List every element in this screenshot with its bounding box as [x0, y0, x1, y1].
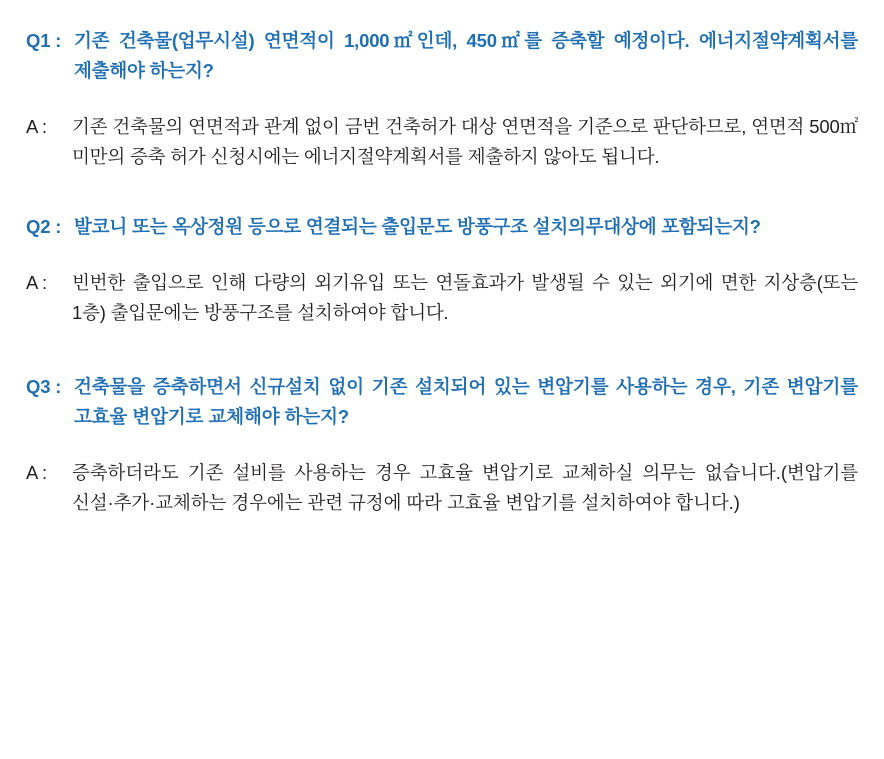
answer-3-label: A : — [26, 461, 47, 483]
question-1-label: Q1 : — [26, 30, 62, 51]
answer-2 — [26, 268, 858, 328]
answer-1-label: A : — [26, 115, 47, 137]
question-3 — [26, 372, 858, 432]
question-2-text: 발코니 또는 옥상정원 등으로 연결되는 출입문도 방풍구조 설치의무대상에 포함되는지? — [74, 215, 761, 237]
answer-1 — [26, 112, 858, 172]
spacer — [26, 172, 858, 212]
question-1 — [26, 26, 858, 86]
question-3-label: Q3 : — [26, 375, 62, 397]
faq-item-1 — [26, 26, 858, 172]
faq-item-3 — [26, 372, 858, 518]
question-2 — [26, 212, 858, 242]
faq-item-2 — [26, 212, 858, 328]
answer-1-text: 기존 건축물의 연면적과 관계 없이 금번 건축허가 대상 연면적을 기준으로 판단하므로, 연면적 500㎡ 미만의 증축 허가 신청시에는 에너지절약계획서를 제출하지 않아도 됩니다. — [72, 115, 858, 167]
spacer — [26, 328, 858, 372]
answer-2-text: 빈번한 출입으로 인해 다량의 외기유입 또는 연돌효과가 발생될 수 있는 외기에 면한 지상층(또는 1층) 출입문에는 방풍구조를 설치하여야 합니다. — [72, 271, 858, 323]
spacer — [26, 432, 858, 458]
question-1-text: 기존 건축물(업무시설) 연면적이 1,000㎡인데, 450㎡를 증축할 예정이다. 에너지절약계획서를 제출해야 하는지? — [74, 30, 858, 81]
answer-3 — [26, 458, 858, 518]
question-2-label: Q2 : — [26, 215, 62, 237]
answer-3-text: 증축하더라도 기존 설비를 사용하는 경우 고효율 변압기로 교체하실 의무는 없습니다.(변압기를 신설·추가·교체하는 경우에는 관련 규정에 따라 고효율 변압기를 설치하여야 합니다.) — [72, 461, 858, 513]
spacer — [26, 242, 858, 268]
answer-2-label: A : — [26, 271, 47, 293]
spacer — [26, 86, 858, 112]
question-3-text: 건축물을 증축하면서 신규설치 없이 기존 설치되어 있는 변압기를 사용하는 경우, 기존 변압기를 고효율 변압기로 교체해야 하는지? — [74, 375, 858, 427]
